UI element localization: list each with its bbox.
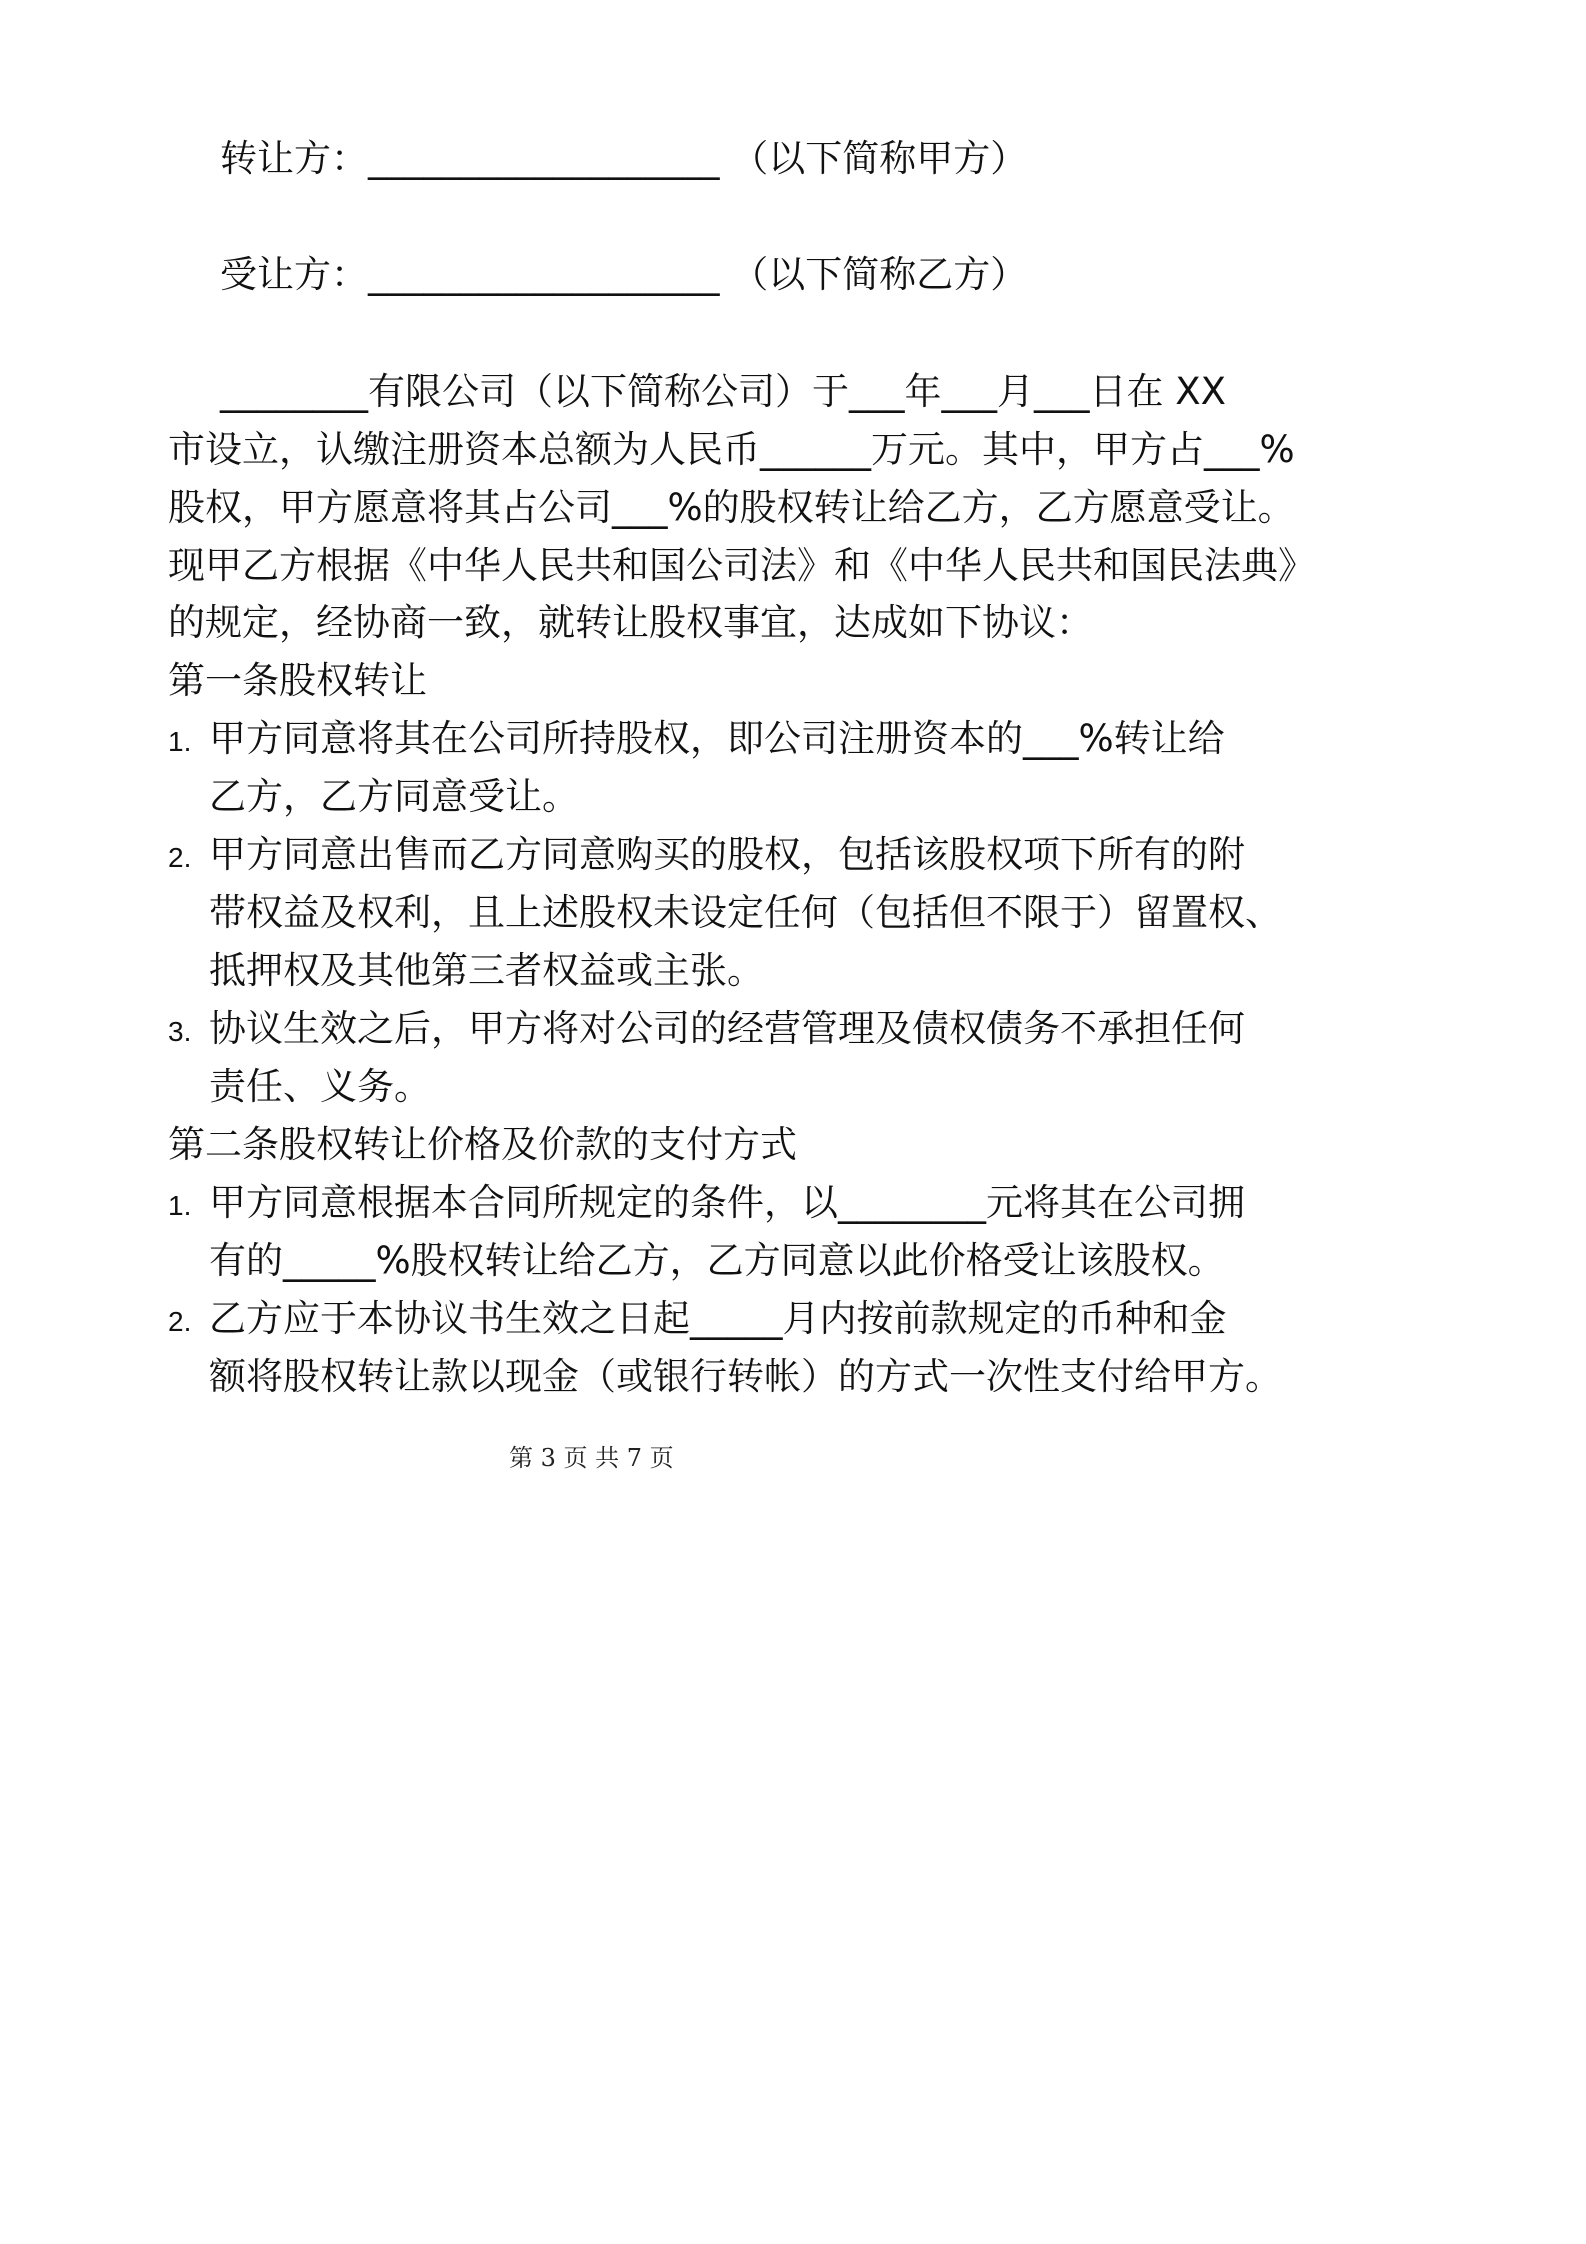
article-1-item-3-number: 3. [168,1016,192,1047]
preamble-line-1: ________有限公司（以下简称公司）于___年___月___日在 XX [220,370,1226,413]
article-2-item-1-line-2: 有的_____%股权转让给乙方，乙方同意以此价格受让该股权。 [209,1239,1225,1282]
article-2-item-2-line-1: 乙方应于本协议书生效之日起_____月内按前款规定的币种和金 [209,1297,1227,1340]
preamble-line-4: 现甲乙方根据《中华人民共和国公司法》和《中华人民共和国民法典》 [168,544,1315,587]
transferee-line: 受让方：___________________ （以下简称乙方） [220,253,1028,296]
article-1-item-3-line-1: 协议生效之后，甲方将对公司的经营管理及债权债务不承担任何 [209,1007,1245,1050]
article-1-item-3-line-2: 责任、义务。 [209,1065,431,1108]
preamble-line-5: 的规定，经协商一致，就转让股权事宜，达成如下协议： [168,601,1093,644]
article-1-item-1-number: 1. [168,726,192,757]
article-2-item-1-line-1: 甲方同意根据本合同所规定的条件，以________元将其在公司拥 [209,1181,1245,1224]
transferor-line: 转让方：___________________ （以下简称甲方） [220,137,1028,180]
article-2-item-1-number: 1. [168,1190,192,1221]
article-2-item-2-line-2: 额将股权转让款以现金（或银行转帐）的方式一次性支付给甲方。 [209,1355,1282,1398]
article-2-item-2-number: 2. [168,1306,192,1337]
preamble-line-2: 市设立，认缴注册资本总额为人民币______万元。其中，甲方占___% [168,428,1295,471]
page-footer: 第 3 页 共 7 页 [509,1444,674,1472]
article-1-item-1-line-1: 甲方同意将其在公司所持股权，即公司注册资本的___%转让给 [209,717,1225,760]
article-1-item-1-line-2: 乙方，乙方同意受让。 [209,775,579,818]
preamble-line-3: 股权，甲方愿意将其占公司___%的股权转让给乙方，乙方愿意受让。 [168,486,1295,529]
article-1-item-2-line-1: 甲方同意出售而乙方同意购买的股权，包括该股权项下所有的附 [209,833,1245,876]
article-1-item-2-line-3: 抵押权及其他第三者权益或主张。 [209,949,764,992]
article-1-item-2-line-2: 带权益及权利，且上述股权未设定任何（包括但不限于）留置权、 [209,891,1282,934]
article-1-title: 第一条股权转让 [168,659,427,702]
article-2-title: 第二条股权转让价格及价款的支付方式 [168,1123,797,1166]
article-1-item-2-number: 2. [168,842,192,873]
